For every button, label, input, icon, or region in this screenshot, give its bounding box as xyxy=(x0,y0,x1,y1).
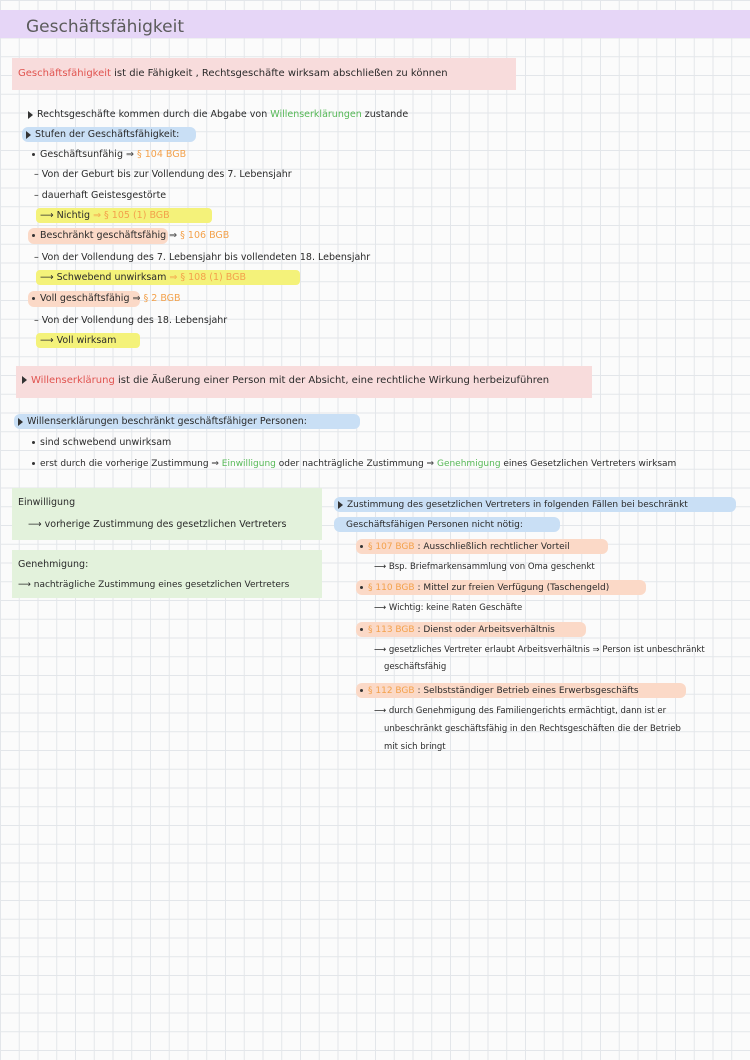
stufe-3-result-arrow: ⟶ xyxy=(40,335,57,346)
definition-term: Geschäftsfähigkeit xyxy=(18,68,111,79)
beschraenkt-line-2-e: eines Gesetzlichen Vertreters wirksam xyxy=(500,459,677,469)
stufe-2-name: Beschränkt geschäftsfähig xyxy=(40,230,167,241)
stufe-2-result-law: ⇒ § 108 (1) BGB xyxy=(169,272,246,283)
stufe-1-detail-2: – dauerhaft Geistesgestörte xyxy=(34,190,167,201)
zustimmung-item-2 xyxy=(360,581,609,595)
willenserklaerung-line xyxy=(22,374,549,388)
stufe-1-label xyxy=(32,148,186,162)
stufe-1-law: § 104 BGB xyxy=(136,149,187,160)
stufe-1-result-law: ⇒ § 105 (1) BGB xyxy=(93,210,170,221)
stufe-3-label xyxy=(32,292,181,306)
willenserklaerung-text: ist die Äußerung einer Person mit der Absicht, eine rechtliche Wirkung herbeizuführen xyxy=(114,375,550,386)
zustimmung-item-4 xyxy=(360,684,639,698)
genehmigung-text: ⟶ nachträgliche Zustimmung eines gesetzlichen Vertreters xyxy=(18,580,290,590)
stufe-3-arrow: ⇒ xyxy=(129,293,144,304)
willenserklaerung-term: Willenserklärung xyxy=(31,375,115,386)
zustimmung-item-3-sub-1: ⟶ gesetzliches Vertreter erlaubt Arbeitsverhältnis ⇒ Person ist unbeschränkt xyxy=(374,645,705,655)
stufe-3-result-text: Voll wirksam xyxy=(56,335,117,346)
beschraenkt-heading-text: Willenserklärungen beschränkt geschäftsfähiger Personen: xyxy=(27,416,307,427)
dot-bullet-icon xyxy=(32,297,35,300)
beschraenkt-line-2-c: oder nachträgliche Zustimmung ⇒ xyxy=(275,459,437,469)
stufe-1-name: Geschäftsunfähig xyxy=(40,149,123,160)
zustimmung-item-2-sub-1: ⟶ Wichtig: keine Raten Geschäfte xyxy=(374,603,523,613)
zustimmung-item-4-text: : Selbstständiger Betrieb eines Erwerbsgeschäfts xyxy=(414,686,639,696)
dot-bullet-icon xyxy=(32,462,35,465)
stufen-heading-text: Stufen der Geschäftsfähigkeit: xyxy=(35,129,180,140)
triangle-bullet-icon xyxy=(338,501,343,509)
beschraenkt-line-2-a: erst durch die vorherige Zustimmung ⇒ xyxy=(40,459,222,469)
zustimmung-heading-1 xyxy=(338,498,688,512)
stufe-3-law: § 2 BGB xyxy=(143,293,181,304)
einwilligung-heading: Einwilligung xyxy=(18,497,76,508)
stufe-3-name: Voll geschäftsfähig xyxy=(40,293,130,304)
zustimmung-heading-2: Geschäftsfähigen Personen nicht nötig: xyxy=(346,520,523,530)
beschraenkt-line-2 xyxy=(32,457,676,471)
stufe-2-arrow: ⇒ xyxy=(166,230,181,241)
einwilligung-term: Einwilligung xyxy=(221,459,276,469)
stufe-2-result xyxy=(40,271,246,285)
stufe-2-result-text: Schwebend unwirksam xyxy=(56,272,167,283)
dot-bullet-icon xyxy=(32,153,35,156)
willenserklaerungen-term: Willenserklärungen xyxy=(270,109,362,120)
stufe-1-result xyxy=(40,209,170,223)
rechtsgeschaefte-prefix: Rechtsgeschäfte kommen durch die Abgabe von xyxy=(37,109,271,120)
zustimmung-item-4-sub-3: mit sich bringt xyxy=(384,742,446,752)
zustimmung-heading-1-text: Zustimmung des gesetzlichen Vertreters in folgenden Fällen bei beschränkt xyxy=(347,500,688,510)
stufe-2-result-arrow: ⟶ xyxy=(40,272,57,283)
definition-line xyxy=(18,67,448,81)
zustimmung-item-1-sub-1: ⟶ Bsp. Briefmarkensammlung von Oma geschenkt xyxy=(374,562,595,572)
rechtsgeschaefte-suffix: zustande xyxy=(361,109,409,120)
stufe-2-label xyxy=(32,229,229,243)
zustimmung-item-4-sub-2: unbeschränkt geschäftsfähig in den Rechtsgeschäften die der Betrieb xyxy=(384,724,681,734)
zustimmung-item-2-law: § 110 BGB xyxy=(368,583,415,593)
dot-bullet-icon xyxy=(360,586,363,589)
zustimmung-item-1-law: § 107 BGB xyxy=(368,542,415,552)
zustimmung-item-1-text: : Ausschließlich rechtlicher Vorteil xyxy=(414,542,570,552)
rechtsgeschaefte-line xyxy=(28,108,408,122)
stufe-1-arrow: ⇒ xyxy=(122,149,137,160)
beschraenkt-line-1 xyxy=(32,436,171,450)
zustimmung-item-3-sub-2: geschäftsfähig xyxy=(384,662,447,672)
definition-text: ist die Fähigkeit , Rechtsgeschäfte wirksam abschließen zu können xyxy=(110,68,448,79)
dot-bullet-icon xyxy=(360,545,363,548)
triangle-bullet-icon xyxy=(18,418,23,426)
zustimmung-item-3-text: : Dienst oder Arbeitsverhältnis xyxy=(414,625,555,635)
stufe-1-result-text: Nichtig xyxy=(56,210,91,221)
triangle-bullet-icon xyxy=(22,376,27,384)
zustimmung-item-1 xyxy=(360,540,570,554)
page-title: Geschäftsfähigkeit xyxy=(26,17,185,37)
stufe-2-law: § 106 BGB xyxy=(180,230,230,241)
triangle-bullet-icon xyxy=(28,111,33,119)
genehmigung-heading: Genehmigung: xyxy=(18,559,89,570)
zustimmung-item-3-law: § 113 BGB xyxy=(368,625,415,635)
stufe-1-result-arrow: ⟶ xyxy=(40,210,57,221)
beschraenkt-heading xyxy=(18,415,307,429)
zustimmung-item-4-sub-1: ⟶ durch Genehmigung des Familiengerichts ermächtigt, dann ist er xyxy=(374,706,667,716)
stufe-3-result xyxy=(40,334,116,348)
dot-bullet-icon xyxy=(32,234,35,237)
zustimmung-item-4-law: § 112 BGB xyxy=(368,686,415,696)
dot-bullet-icon xyxy=(360,689,363,692)
genehmigung-term: Genehmigung xyxy=(436,459,501,469)
einwilligung-text: ⟶ vorherige Zustimmung des gesetzlichen Vertreters xyxy=(28,519,287,530)
dot-bullet-icon xyxy=(32,441,35,444)
beschraenkt-line-1-text: sind schwebend unwirksam xyxy=(40,437,172,448)
stufe-2-detail-1: – Von der Vollendung des 7. Lebensjahr bis vollendeten 18. Lebensjahr xyxy=(34,252,371,263)
zustimmung-item-3 xyxy=(360,623,555,637)
triangle-bullet-icon xyxy=(26,131,31,139)
dot-bullet-icon xyxy=(360,628,363,631)
stufe-1-detail-1: – Von der Geburt bis zur Vollendung des 7. Lebensjahr xyxy=(34,169,292,180)
stufen-heading xyxy=(26,128,179,142)
stufe-3-detail-1: – Von der Vollendung des 18. Lebensjahr xyxy=(34,315,228,326)
zustimmung-item-2-text: : Mittel zur freien Verfügung (Taschengeld) xyxy=(414,583,610,593)
